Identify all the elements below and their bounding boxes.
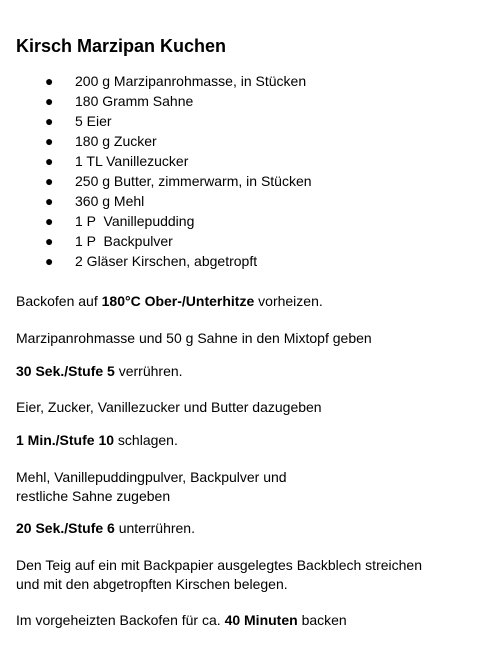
step-text: Eier, Zucker, Vanillezucker und Butter dazugeben — [16, 399, 322, 415]
step-text: restliche Sahne zugeben — [16, 488, 171, 504]
step-bake — [16, 611, 347, 630]
bullet-icon: ● — [45, 153, 54, 169]
step-highlight: 180°C Ober-/Unterhitze — [101, 293, 255, 309]
ingredient-item — [0, 111, 312, 131]
ingredient-list — [0, 71, 312, 271]
bullet-icon: ● — [45, 253, 54, 269]
bullet-icon: ● — [45, 133, 54, 149]
step-text: Den Teig auf ein mit Backpapier ausgelegtes Backblech streichen — [16, 557, 422, 573]
ingredient-item — [0, 251, 312, 271]
ingredient-text: 200 g Marzipanrohmasse, in Stücken — [75, 73, 307, 89]
step-text: Mehl, Vanillepuddingpulver, Backpulver und — [16, 469, 287, 485]
step-text: unterrühren. — [114, 520, 195, 536]
recipe-title: Kirsch Marzipan Kuchen — [16, 36, 227, 57]
ingredient-text: 1 P Vanillepudding — [75, 213, 195, 229]
ingredient-text: 1 P Backpulver — [75, 233, 173, 249]
step-eggs — [16, 398, 322, 417]
step-fold — [16, 519, 195, 538]
bullet-icon: ● — [45, 193, 54, 209]
step-text: vorheizen. — [254, 293, 323, 309]
bullet-icon: ● — [45, 233, 54, 249]
step-text: Im vorgeheizten Backofen für ca. — [16, 612, 225, 628]
ingredient-item — [0, 211, 312, 231]
bullet-icon: ● — [45, 213, 54, 229]
step-marzipan — [16, 329, 372, 348]
ingredient-item — [0, 151, 312, 171]
ingredient-item — [0, 171, 312, 191]
ingredient-text: 180 Gramm Sahne — [75, 93, 194, 109]
bullet-icon: ● — [45, 73, 54, 89]
bullet-icon: ● — [45, 173, 54, 189]
ingredient-text: 2 Gläser Kirschen, abgetropft — [75, 253, 258, 269]
step-highlight: 30 Sek./Stufe 5 — [16, 363, 115, 379]
bullet-icon: ● — [45, 93, 54, 109]
step-spread — [16, 556, 422, 594]
step-text: Marzipanrohmasse und 50 g Sahne in den Mixtopf geben — [16, 330, 372, 346]
step-text: Backofen auf — [16, 293, 102, 309]
ingredient-text: 360 g Mehl — [75, 193, 145, 209]
step-flour — [16, 468, 287, 506]
step-highlight: 40 Minuten — [224, 612, 298, 628]
step-text: schlagen. — [114, 432, 178, 448]
step-text: backen — [297, 612, 347, 628]
bullet-icon: ● — [45, 113, 54, 129]
ingredient-text: 250 g Butter, zimmerwarm, in Stücken — [75, 173, 312, 189]
ingredient-item — [0, 91, 312, 111]
ingredient-item — [0, 131, 312, 151]
step-text: verrühren. — [114, 363, 183, 379]
step-stir — [16, 362, 183, 381]
step-beat — [16, 431, 178, 450]
step-preheat — [16, 292, 323, 311]
step-text: und mit den abgetropften Kirschen belegen. — [16, 576, 288, 592]
ingredient-item — [0, 191, 312, 211]
step-highlight: 1 Min./Stufe 10 — [16, 432, 115, 448]
ingredient-item — [0, 231, 312, 251]
ingredient-text: 1 TL Vanillezucker — [75, 153, 189, 169]
ingredient-item — [0, 71, 312, 91]
ingredient-text: 5 Eier — [75, 113, 112, 129]
ingredient-text: 180 g Zucker — [75, 133, 157, 149]
step-highlight: 20 Sek./Stufe 6 — [16, 520, 115, 536]
